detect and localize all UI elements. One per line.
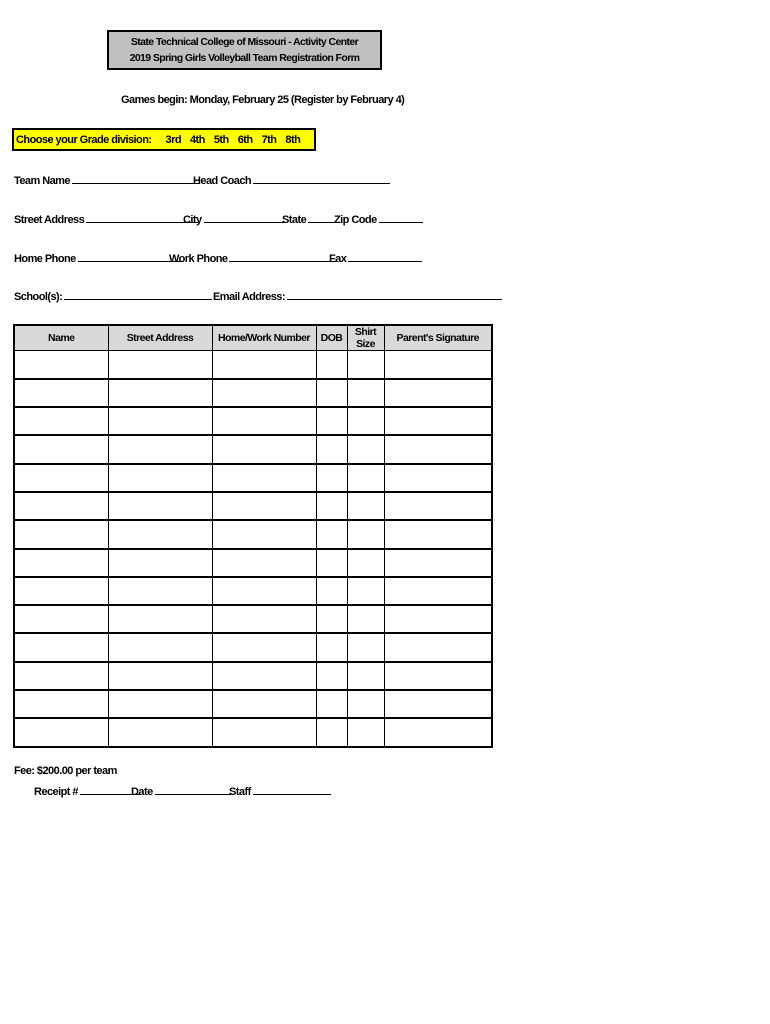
table-row (14, 549, 492, 577)
table-row (14, 379, 492, 407)
cell-shirt-size[interactable] (347, 662, 384, 690)
staff-field[interactable] (229, 785, 331, 798)
schools-line[interactable] (64, 290, 212, 300)
cell-dob[interactable] (316, 464, 347, 492)
zip-code-label: Zip Code (334, 214, 377, 226)
cell-shirt-size[interactable] (347, 549, 384, 577)
cell-name[interactable] (14, 520, 108, 548)
roster-header-row (14, 325, 492, 351)
email-address-label: Email Address: (213, 291, 285, 303)
column-header-dob: DOB (316, 325, 347, 351)
work-phone-label: Work Phone (169, 253, 228, 265)
state-field[interactable] (282, 213, 338, 226)
cell-dob[interactable] (316, 690, 347, 718)
fee-note: Fee: $200.00 per team (14, 765, 117, 777)
cell-home-work-number[interactable] (212, 662, 316, 690)
cell-parents-signature[interactable] (384, 662, 492, 690)
cell-parents-signature[interactable] (384, 718, 492, 746)
schools-label: School(s): (14, 291, 63, 303)
cell-dob[interactable] (316, 662, 347, 690)
cell-parents-signature[interactable] (384, 492, 492, 520)
cell-home-work-number[interactable] (212, 690, 316, 718)
column-header-street-address: Street Address (108, 325, 212, 351)
cell-name[interactable] (14, 662, 108, 690)
team-name-label: Team Name (14, 175, 70, 187)
cell-dob[interactable] (316, 577, 347, 605)
cell-shirt-size[interactable] (347, 605, 384, 633)
header-subtitle: 2019 Spring Girls Volleyball Team Registration Form (129, 52, 360, 64)
receipt-field[interactable] (34, 785, 140, 798)
games-begin-note: Games begin: Monday, February 25 (Register by February 4) (121, 94, 405, 106)
cell-home-work-number[interactable] (212, 577, 316, 605)
cell-dob[interactable] (316, 605, 347, 633)
cell-shirt-size[interactable] (347, 435, 384, 463)
table-row (14, 633, 492, 661)
cell-name[interactable] (14, 549, 108, 577)
form-header (107, 30, 382, 70)
cell-home-work-number[interactable] (212, 379, 316, 407)
home-phone-field[interactable] (14, 252, 182, 265)
grade-option-6th[interactable]: 6th (237, 133, 253, 146)
cell-home-work-number[interactable] (212, 407, 316, 435)
zip-code-line[interactable] (379, 213, 423, 223)
cell-dob[interactable] (316, 549, 347, 577)
team-name-field[interactable] (14, 174, 200, 187)
cell-parents-signature[interactable] (384, 549, 492, 577)
cell-street-address[interactable] (108, 464, 212, 492)
cell-name[interactable] (14, 718, 108, 746)
grade-option-8th[interactable]: 8th (285, 133, 301, 146)
cell-street-address[interactable] (108, 662, 212, 690)
head-coach-line[interactable] (253, 174, 390, 184)
table-row (14, 718, 492, 746)
cell-dob[interactable] (316, 351, 347, 379)
date-line[interactable] (155, 785, 231, 795)
cell-street-address[interactable] (108, 407, 212, 435)
cell-home-work-number[interactable] (212, 435, 316, 463)
table-row (14, 464, 492, 492)
home-phone-label: Home Phone (14, 253, 76, 265)
staff-label: Staff (229, 786, 251, 798)
table-row (14, 690, 492, 718)
cell-home-work-number[interactable] (212, 633, 316, 661)
street-address-field[interactable] (14, 213, 200, 226)
cell-street-address[interactable] (108, 718, 212, 746)
cell-name[interactable] (14, 435, 108, 463)
head-coach-field[interactable] (193, 174, 390, 187)
column-header-home-work-number: Home/Work Number (212, 325, 316, 351)
cell-dob[interactable] (316, 718, 347, 746)
cell-shirt-size[interactable] (347, 718, 384, 746)
grade-option-4th[interactable]: 4th (189, 133, 205, 146)
cell-shirt-size[interactable] (347, 351, 384, 379)
grade-option-7th[interactable]: 7th (261, 133, 277, 146)
fax-label: Fax (329, 253, 347, 265)
cell-dob[interactable] (316, 633, 347, 661)
cell-shirt-size[interactable] (347, 407, 384, 435)
cell-dob[interactable] (316, 435, 347, 463)
schools-field[interactable] (14, 290, 212, 303)
cell-street-address[interactable] (108, 605, 212, 633)
date-label: Date (131, 786, 153, 798)
cell-street-address[interactable] (108, 549, 212, 577)
cell-parents-signature[interactable] (384, 520, 492, 548)
cell-shirt-size[interactable] (347, 464, 384, 492)
cell-name[interactable] (14, 690, 108, 718)
state-label: State (282, 214, 307, 226)
table-row (14, 407, 492, 435)
cell-shirt-size[interactable] (347, 577, 384, 605)
table-row (14, 520, 492, 548)
grade-option-3rd[interactable]: 3rd (165, 133, 181, 146)
cell-parents-signature[interactable] (384, 407, 492, 435)
cell-dob[interactable] (316, 492, 347, 520)
cell-street-address[interactable] (108, 520, 212, 548)
cell-parents-signature[interactable] (384, 351, 492, 379)
column-header-shirt-size: Shirt Size (347, 325, 384, 351)
table-row (14, 435, 492, 463)
cell-home-work-number[interactable] (212, 464, 316, 492)
cell-parents-signature[interactable] (384, 605, 492, 633)
city-line[interactable] (204, 213, 284, 223)
cell-parents-signature[interactable] (384, 379, 492, 407)
cell-name[interactable] (14, 351, 108, 379)
work-phone-field[interactable] (169, 252, 336, 265)
cell-name[interactable] (14, 407, 108, 435)
cell-shirt-size[interactable] (347, 633, 384, 661)
city-field[interactable] (183, 213, 284, 226)
cell-name[interactable] (14, 605, 108, 633)
grade-division-box (12, 128, 316, 151)
cell-street-address[interactable] (108, 435, 212, 463)
cell-parents-signature[interactable] (384, 690, 492, 718)
cell-shirt-size[interactable] (347, 690, 384, 718)
cell-parents-signature[interactable] (384, 435, 492, 463)
work-phone-line[interactable] (229, 252, 336, 262)
cell-dob[interactable] (316, 407, 347, 435)
table-row (14, 351, 492, 379)
cell-name[interactable] (14, 577, 108, 605)
head-coach-label: Head Coach (193, 175, 252, 187)
cell-street-address[interactable] (108, 690, 212, 718)
home-phone-line[interactable] (78, 252, 182, 262)
cell-street-address[interactable] (108, 379, 212, 407)
cell-shirt-size[interactable] (347, 520, 384, 548)
cell-home-work-number[interactable] (212, 520, 316, 548)
zip-code-field[interactable] (334, 213, 423, 226)
column-header-name: Name (14, 325, 108, 351)
cell-shirt-size[interactable] (347, 379, 384, 407)
cell-parents-signature[interactable] (384, 633, 492, 661)
email-address-field[interactable] (213, 290, 502, 303)
cell-name[interactable] (14, 633, 108, 661)
cell-home-work-number[interactable] (212, 351, 316, 379)
header-title: State Technical College of Missouri - Activity Center (130, 36, 359, 48)
table-row (14, 577, 492, 605)
staff-line[interactable] (253, 785, 331, 795)
table-row (14, 662, 492, 690)
fax-field[interactable] (329, 252, 422, 265)
date-field[interactable] (131, 785, 231, 798)
cell-name[interactable] (14, 492, 108, 520)
cell-shirt-size[interactable] (347, 492, 384, 520)
cell-home-work-number[interactable] (212, 492, 316, 520)
cell-street-address[interactable] (108, 492, 212, 520)
fax-line[interactable] (348, 252, 422, 262)
grade-division-label: Choose your Grade division: (16, 133, 152, 146)
table-row (14, 492, 492, 520)
cell-dob[interactable] (316, 379, 347, 407)
roster-table (13, 324, 493, 748)
cell-home-work-number[interactable] (212, 605, 316, 633)
cell-home-work-number[interactable] (212, 549, 316, 577)
cell-name[interactable] (14, 464, 108, 492)
cell-parents-signature[interactable] (384, 577, 492, 605)
cell-name[interactable] (14, 379, 108, 407)
team-name-line[interactable] (72, 174, 200, 184)
table-row (14, 605, 492, 633)
grade-option-5th[interactable]: 5th (213, 133, 229, 146)
email-address-line[interactable] (287, 290, 502, 300)
street-address-label: Street Address (14, 214, 85, 226)
column-header-parents-signature: Parent's Signature (384, 325, 492, 351)
cell-parents-signature[interactable] (384, 464, 492, 492)
receipt-label: Receipt # (34, 786, 78, 798)
cell-street-address[interactable] (108, 351, 212, 379)
roster-body (14, 351, 492, 747)
cell-street-address[interactable] (108, 577, 212, 605)
city-label: City (183, 214, 202, 226)
cell-home-work-number[interactable] (212, 718, 316, 746)
cell-street-address[interactable] (108, 633, 212, 661)
cell-dob[interactable] (316, 520, 347, 548)
